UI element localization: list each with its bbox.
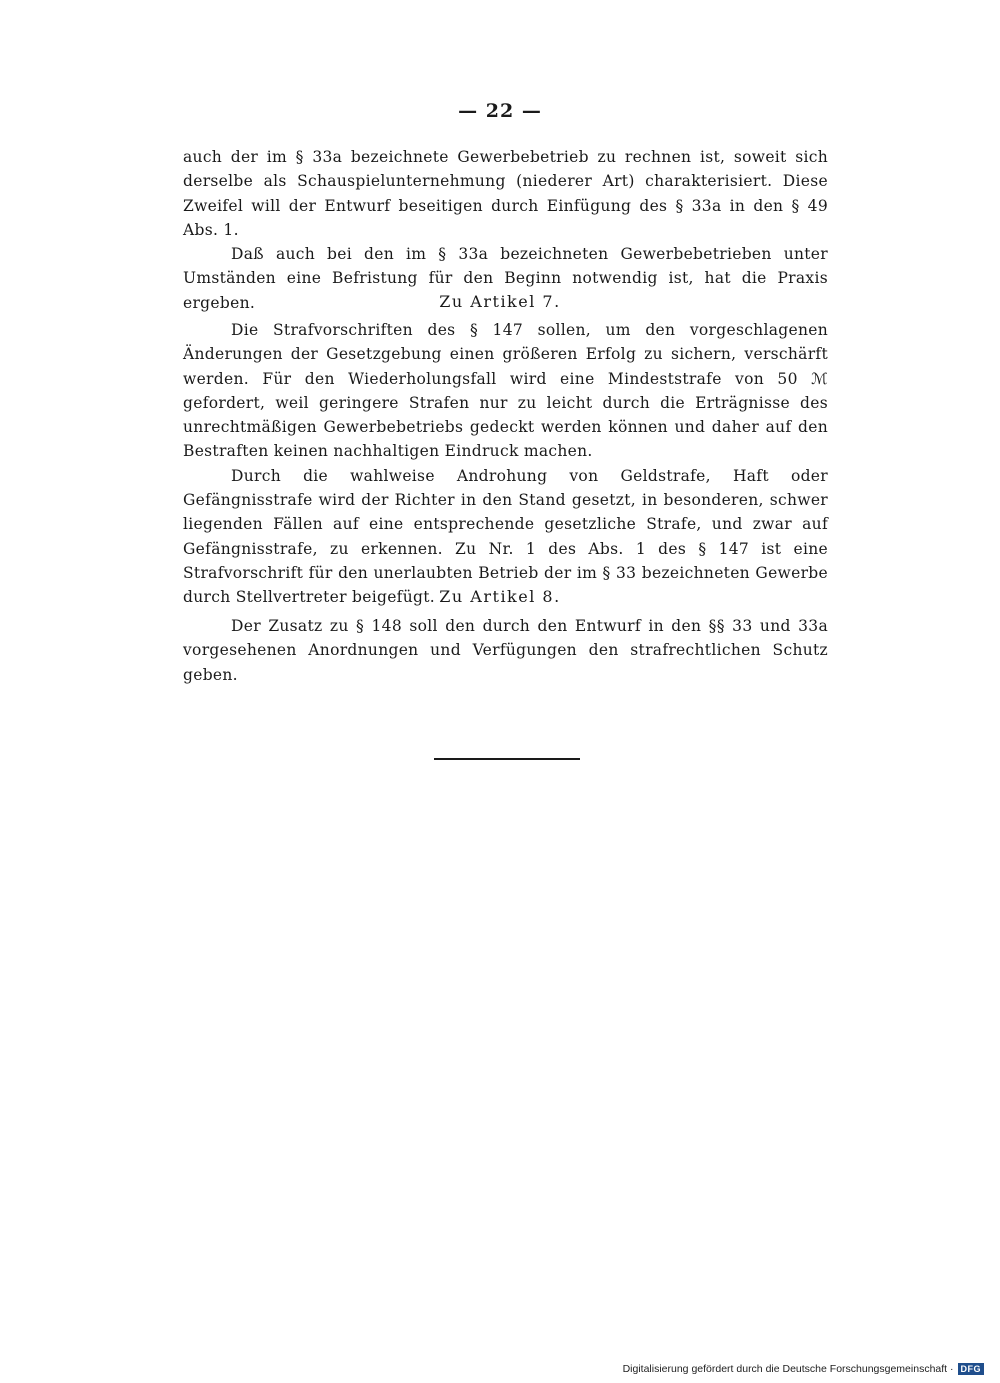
paragraph: auch der im § 33a bezeichnete Gewerbebetrieb zu rechnen ist, soweit sich derselbe als Schauspielunternehmung (niederer Art) charakterisiert. Diese Zweifel will der Entwurf beseitigen durch Einfügung des § 33a in den § 49 Abs. 1. <box>183 148 828 239</box>
article-8-section <box>183 614 828 687</box>
digitization-footer <box>623 1363 984 1375</box>
section-heading-article-7: Zu Artikel 7. <box>439 292 561 311</box>
paragraph: Die Strafvorschriften des § 147 sollen, um den vorgeschlagenen Änderungen der Gesetzgebung einen größeren Erfolg zu sichern, verschärft werden. Für den Wiederholungsfall wird eine Mindeststrafe von 50 ℳ gefordert, weil geringere Strafen nur zu leicht durch die Erträgnisse des unrechtmäßigen Gewerbebetriebs gedeckt werden können und daher auf den Bestraften keinen nachhaltigen Eindruck machen. <box>183 321 828 461</box>
article-7-section <box>183 318 828 610</box>
paragraph: Daß auch bei den im § 33a bezeichneten Gewerbebetrieben unter Umständen eine Befristung für den Beginn notwendig ist, hat die Praxis ergeben. <box>183 245 828 312</box>
paragraph: Durch die wahlweise Androhung von Geldstrafe, Haft oder Gefängnisstrafe wird der Richter in den Stand gesetzt, in besonderen, schwer liegenden Fällen auf eine entsprechende gesetzliche Strafe, und zwar auf Gefängnisstrafe, zu erkennen. Zu Nr. 1 des Abs. 1 des § 147 ist eine Strafvorschrift für den unerlaubten Betrieb der im § 33 bezeichneten Gewerbe durch Stellvertreter beigefügt. <box>183 466 828 607</box>
closing-rule <box>434 758 580 760</box>
footer-text: Digitalisierung gefördert durch die Deutsche Forschungsgemeinschaft · <box>622 1363 954 1375</box>
page-number: — 22 — <box>458 100 542 122</box>
section-heading-article-8: Zu Artikel 8. <box>439 587 561 606</box>
intro-section <box>183 145 828 315</box>
paragraph: Der Zusatz zu § 148 soll den durch den Entwurf in den §§ 33 und 33a vorgesehenen Anordnungen und Verfügungen den strafrechtlichen Schutz geben. <box>183 617 828 684</box>
dfg-logo-icon: DFG <box>958 1363 985 1375</box>
